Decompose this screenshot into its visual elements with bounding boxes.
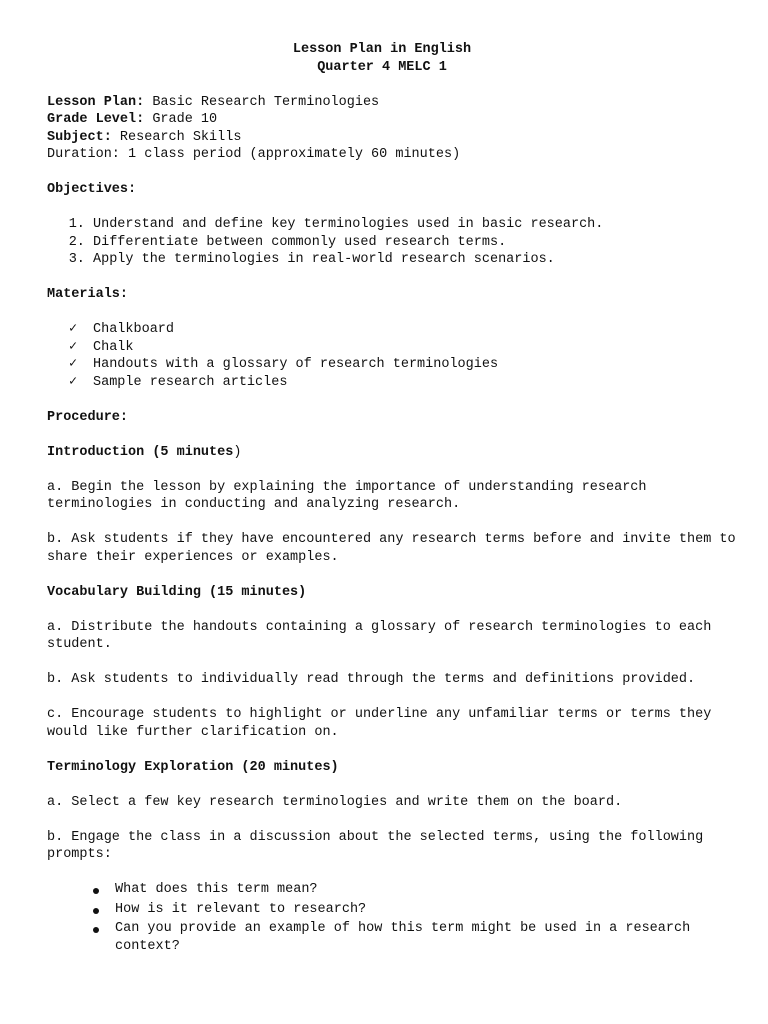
checkmark-icon: ✓	[69, 322, 78, 337]
objective-item: 2. Differentiate between commonly used research terms.	[93, 234, 737, 252]
vocabulary-heading: Vocabulary Building (15 minutes)	[47, 584, 307, 600]
introduction-step-a: a. Begin the lesson by explaining the importance of understanding research terminologies in conducting and analyzing research.	[47, 479, 647, 512]
vocabulary-step-c: c. Encourage students to highlight or underline any unfamiliar terms or terms they would like further clarification on.	[47, 707, 712, 740]
document-title: Lesson Plan in English	[292, 42, 472, 57]
lesson-plan-value: Basic Research Terminologies	[144, 94, 380, 110]
checkmark-icon: ✓	[69, 357, 78, 372]
material-item: ✓ Chalkboard	[69, 322, 175, 337]
materials-list	[47, 321, 737, 391]
introduction-step-b: b. Ask students if they have encountered any research terms before and invite them to share their experiences or examples.	[47, 532, 736, 565]
document-subtitle: Quarter 4 MELC 1	[317, 59, 447, 75]
objectives-list	[47, 216, 737, 269]
exploration-heading: Terminology Exploration (20 minutes)	[47, 759, 339, 775]
vocabulary-step-a: a. Distribute the handouts containing a glossary of research terminologies to each student.	[47, 619, 712, 652]
objective-item: 1. Understand and define key terminologies used in basic research.	[93, 216, 737, 234]
prompt-item: Can you provide an example of how this term might be used in a research context?	[91, 920, 737, 955]
material-item: ✓ Chalk	[69, 339, 134, 355]
grade-level-line	[47, 111, 737, 129]
checkmark-icon: ✓	[69, 374, 78, 390]
lesson-plan-label: Lesson Plan:	[47, 94, 145, 110]
material-item: ✓ Handouts with a glossary of research terminologies	[69, 357, 499, 372]
exploration-step-a: a. Select a few key research terminologies and write them on the board.	[47, 794, 623, 810]
discussion-prompts-list	[47, 881, 737, 955]
objectives-heading: Objectives:	[47, 182, 137, 197]
introduction-heading: Introduction (5 minutes)	[47, 444, 242, 460]
materials-heading: Materials:	[47, 287, 129, 302]
grade-level-value: Grade 10	[144, 112, 218, 127]
exploration-step-b: b. Engage the class in a discussion about the selected terms, using the following prompts:	[47, 829, 704, 862]
material-item: ✓ Sample research articles	[69, 374, 288, 390]
grade-level-label: Grade Level:	[47, 112, 145, 127]
procedure-heading: Procedure:	[47, 409, 129, 425]
vocabulary-step-b: b. Ask students to individually read through the terms and definitions provided.	[47, 672, 696, 687]
objective-item: 3. Apply the terminologies in real-world research scenarios.	[93, 251, 737, 269]
subject-label: Subject:	[47, 129, 112, 145]
duration-line: Duration: 1 class period (approximately 60 minutes)	[47, 147, 461, 162]
bullet-icon	[93, 908, 99, 914]
prompt-item: How is it relevant to research?	[91, 901, 737, 919]
subject-line	[47, 129, 737, 147]
bullet-icon	[93, 927, 99, 933]
subject-value: Research Skills	[111, 129, 242, 145]
document-page	[47, 41, 737, 957]
bullet-icon	[93, 888, 99, 894]
lesson-plan-line	[47, 94, 737, 112]
checkmark-icon: ✓	[69, 339, 78, 355]
prompt-item: What does this term mean?	[91, 881, 737, 899]
